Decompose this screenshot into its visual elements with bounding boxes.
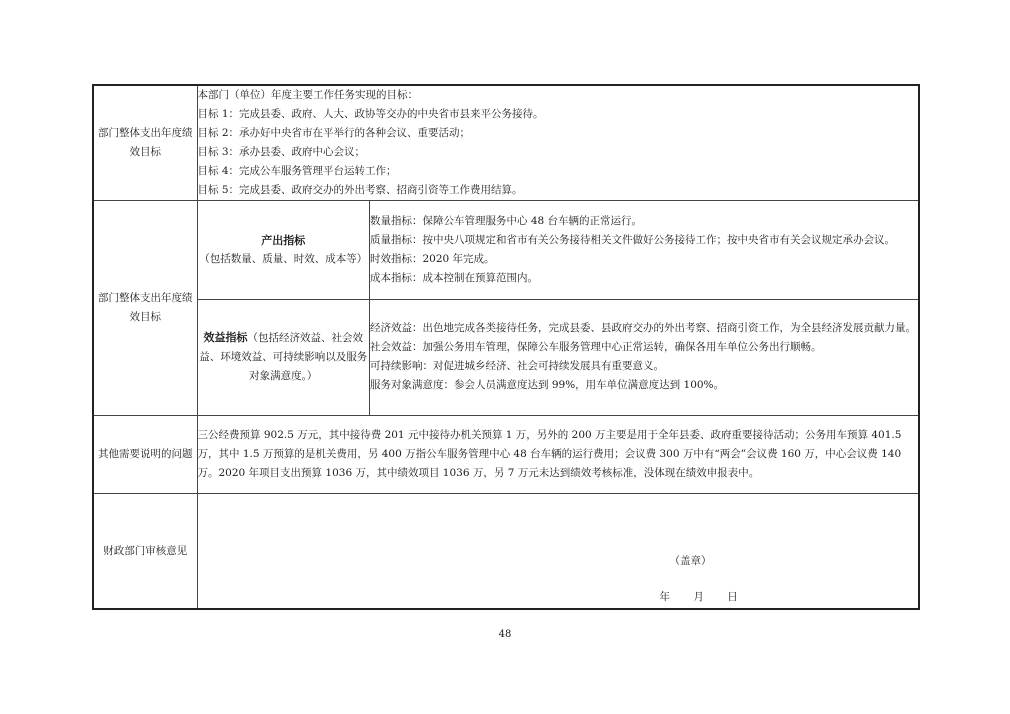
output-indicator-title: 产出指标 — [261, 233, 306, 247]
date-month: 月 — [693, 591, 704, 603]
goals-line: 本部门（单位）年度主要工作任务实现的目标： — [197, 89, 418, 101]
review-label-text: 财政部门审核意见 — [103, 544, 188, 557]
benefit-indicator-row — [198, 299, 920, 415]
benefit-indicator-values — [370, 299, 920, 415]
output-indicator-line: 成本指标：成本控制在预算范围内。 — [370, 271, 538, 284]
notes-text: 三公经费预算 902.5 万元，其中接待费 201 元中接待办机关预算 1 万，另外的 200 万主要是用于全年县委、政府重要接待活动；公务用车预算 401.5 万，其中 1.5 万预算的是机关费用，另 400 万指公车服务管理中心 48 台车辆的运行费用；会议费 300 万中有“两会”会议费 160 万，中心会议费 140 万。2020 年项目支出预算 1036 万，其中绩效项目 1036 万，另 7 万元未达到绩效考核标准，没体现在绩效申报表中。 — [197, 429, 902, 479]
benefit-indicator-line: 社会效益：加强公务用车管理，保障公车服务管理中心正常运转，确保各用车单位公务出行顺畅。 — [370, 341, 822, 354]
benefit-indicator-line: 服务对象满意度：参会人员满意度达到 99%，用车单位满意度达到 100%。 — [370, 379, 725, 392]
benefit-indicator-cell — [198, 299, 370, 415]
goals-line: 目标 1：完成县委、政府、人大、政协等交办的中央省市县来平公务接待。 — [197, 108, 544, 120]
review-content — [197, 494, 919, 610]
output-indicator-line: 时效指标：2020 年完成。 — [370, 252, 495, 265]
goals-content — [197, 85, 919, 201]
review-row — [93, 494, 919, 610]
goals-row — [93, 85, 919, 201]
indicators-inner-table — [198, 201, 920, 415]
benefit-indicator-line: 可持续影响：对促进城乡经济、社会可持续发展具有重要意义。 — [370, 360, 664, 373]
output-indicator-cell — [198, 201, 370, 299]
notes-label — [93, 416, 197, 494]
goals-line: 目标 4：完成公车服务管理平台运转工作； — [197, 165, 397, 177]
performance-form-table — [92, 84, 920, 610]
indicators-row — [93, 201, 919, 416]
review-label — [93, 494, 197, 610]
benefit-indicator-text — [198, 328, 370, 386]
notes-row — [93, 416, 919, 494]
output-indicator-line: 数量指标：保障公车管理服务中心 48 台车辆的正常运行。 — [370, 214, 643, 227]
goals-line: 目标 5：完成县委、政府交办的外出考察、招商引资等工作费用结算。 — [197, 184, 523, 196]
goals-label-text: 部门整体支出年度绩效目标 — [98, 127, 193, 158]
page-number: 48 — [498, 629, 512, 640]
notes-label-text: 其他需要说明的问题 — [98, 448, 193, 460]
date-placeholder — [660, 588, 758, 607]
indicators-label-text: 部门整体支出年度绩效目标 — [98, 292, 193, 323]
indicators-label — [93, 201, 197, 416]
output-indicator-values — [370, 201, 920, 299]
output-indicator-row — [198, 201, 920, 299]
notes-content — [197, 416, 919, 494]
benefit-indicator-desc: （包括经济效益、社会效益、环境效益、可持续影响以及服务对象满意度。） — [199, 332, 368, 383]
output-indicator-desc: （包括数量、质量、时效、成本等） — [199, 252, 368, 265]
date-day: 日 — [727, 591, 738, 603]
output-indicator-line: 质量指标：按中央八项规定和省市有关公务接待相关文件做好公务接待工作；按中央省市有关会议规定承办会议。 — [370, 233, 895, 246]
benefit-indicator-line: 经济效益：出色地完成各类接待任务，完成县委、县政府交办的外出考察、招商引资工作，为全县经济发展贡献力量。 — [370, 322, 916, 335]
goals-line: 目标 2：承办好中央省市在平举行的各种会议、重要活动； — [197, 127, 471, 139]
seal-placeholder: （盖章） — [669, 555, 712, 567]
date-year: 年 — [659, 591, 670, 603]
indicators-content — [197, 201, 919, 416]
benefit-indicator-title: 效益指标 — [203, 331, 248, 345]
goals-label — [93, 85, 197, 201]
goals-line: 目标 3：承办县委、政府中心会议； — [197, 146, 366, 158]
